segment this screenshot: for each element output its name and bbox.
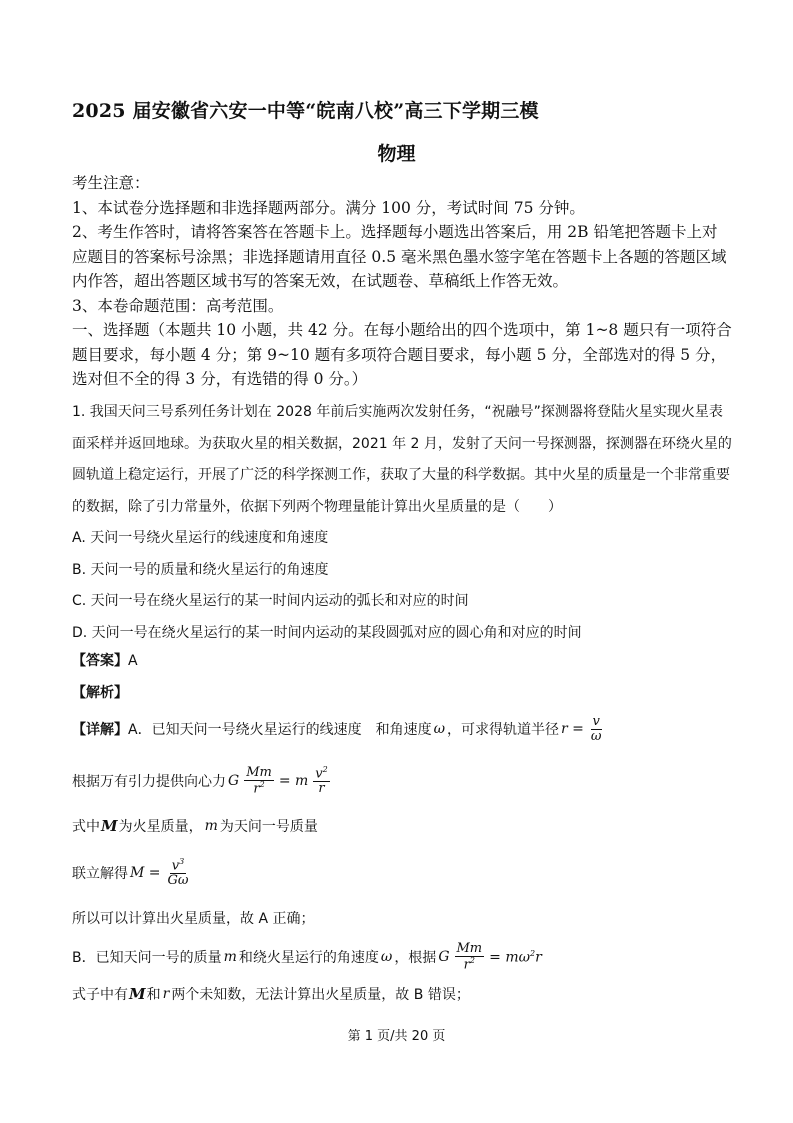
formula-b: $\frac{Mm}{r^2}$ (456, 941, 483, 973)
question-1 (72, 397, 732, 649)
detail-line-b: B．已知天问一号的质量 m 和绕火星运行的角速度 ω ，根据 G $\frac{Mm}{r^2}$ = $m\omega^2r$ (72, 941, 542, 973)
detail-line-symbols: 式中 M 为火星质量， m 为天问一号质量 (72, 817, 318, 835)
notice-heading: 考生注意： (72, 174, 150, 192)
formula-mass: $\frac{v^3}{G\omega}$ (167, 857, 189, 889)
option-b: B. 天问一号的质量和绕火星运行的角速度 (72, 561, 329, 578)
detail-line-solve: 联立解得 M = $\frac{v^3}{G\omega}$ (72, 857, 189, 889)
notice-item-3: 3、本卷命题范围：高考范围。 (72, 296, 284, 315)
notice-item-1: 1、本试卷分选择题和非选择题两部分。满分 100 分，考试时间 75 分钟。 (72, 198, 585, 217)
answer-label: 【答案】 (72, 653, 128, 669)
section-heading: 一、选择题（本题共 10 小题，共 42 分。在每小题给出的四个选项中，第 1~8 题只有一项符合题目要求，每小题 4 分；第 9~10 题有多项符合题目要求，每小题 5 分，全部选对的得 5 分，选对但不全的得 3 分，有选错的得 0 分。） (72, 321, 732, 388)
subject-title: 物理 (377, 143, 416, 165)
formula-gravity-lhs: $\frac{Mm}{r^2}$ (246, 765, 272, 797)
exam-notice (72, 171, 732, 392)
formula-gravity-rhs: $\frac{v^2}{r}$ (315, 765, 328, 797)
option-a: A. 天问一号绕火星运行的线速度和角速度 (72, 530, 329, 546)
omega-symbol: ω (433, 721, 445, 737)
detail-line-gravity: 根据万有引力提供向心力 G $\frac{Mm}{r^2}$ = m $\frac{v^2}{r}$ (72, 765, 328, 797)
answer-value: A (128, 653, 138, 669)
page-footer: 第 1 页/共 20 页 (347, 1029, 446, 1044)
detail-label: 【详解】 (72, 722, 128, 738)
detail-line-conclusion-b: 式子中有 M 和 r 两个未知数，无法计算出火星质量，故 B 错误； (72, 985, 470, 1003)
exam-title: 2025 届安徽省六安一中等“皖南八校”高三下学期三模 (72, 100, 539, 122)
detail-line-conclusion-a: 所以可以计算出火星质量，故 A 正确； (72, 911, 315, 927)
formula-r: $\frac{v}{\omega}$ (590, 713, 602, 744)
option-c: C. 天问一号在绕火星运行的某一时间内运动的弧长和对应的时间 (72, 593, 469, 609)
question-stem: 1. 我国天问三号系列任务计划在 2028 年前后实施两次发射任务，“祝融号”探测器将登陆火星实现火星表面采样并返回地球。为获取火星的相关数据，2021 年 2 月，发射了天问一号探测器，探测器在环绕火星的圆轨道上稳定运行，开展了广泛的科学探测工作，获取了大量的科学数据。其中火星的质量是一个非常重要的数据，除了引力常量外，依据下列两个物理量能计算出火星质量的是（ ） (72, 404, 732, 515)
notice-item-2: 2、考生作答时，请将答案答在答题卡上。选择题每小题选出答案后，用 2B 铅笔把答题卡上对应题目的答案标号涂黑；非选择题请用直径 0.5 毫米黑色墨水签字笔在答题卡上各题的答题区域内作答，超出答题区域书写的答案无效，在试题卷、草稿纸上作答无效。 (72, 223, 727, 290)
answer-line (72, 650, 732, 670)
detail-line-a: 【详解】 A．已知天问一号绕火星运行的线速度 和角速度 ω ，可求得轨道半径 r = $\frac{v}{\omega}$ (72, 713, 602, 744)
analysis-label: 【解析】 (72, 685, 128, 701)
option-d: D. 天问一号在绕火星运行的某一时间内运动的某段圆弧对应的圆心角和对应的时间 (72, 624, 582, 641)
